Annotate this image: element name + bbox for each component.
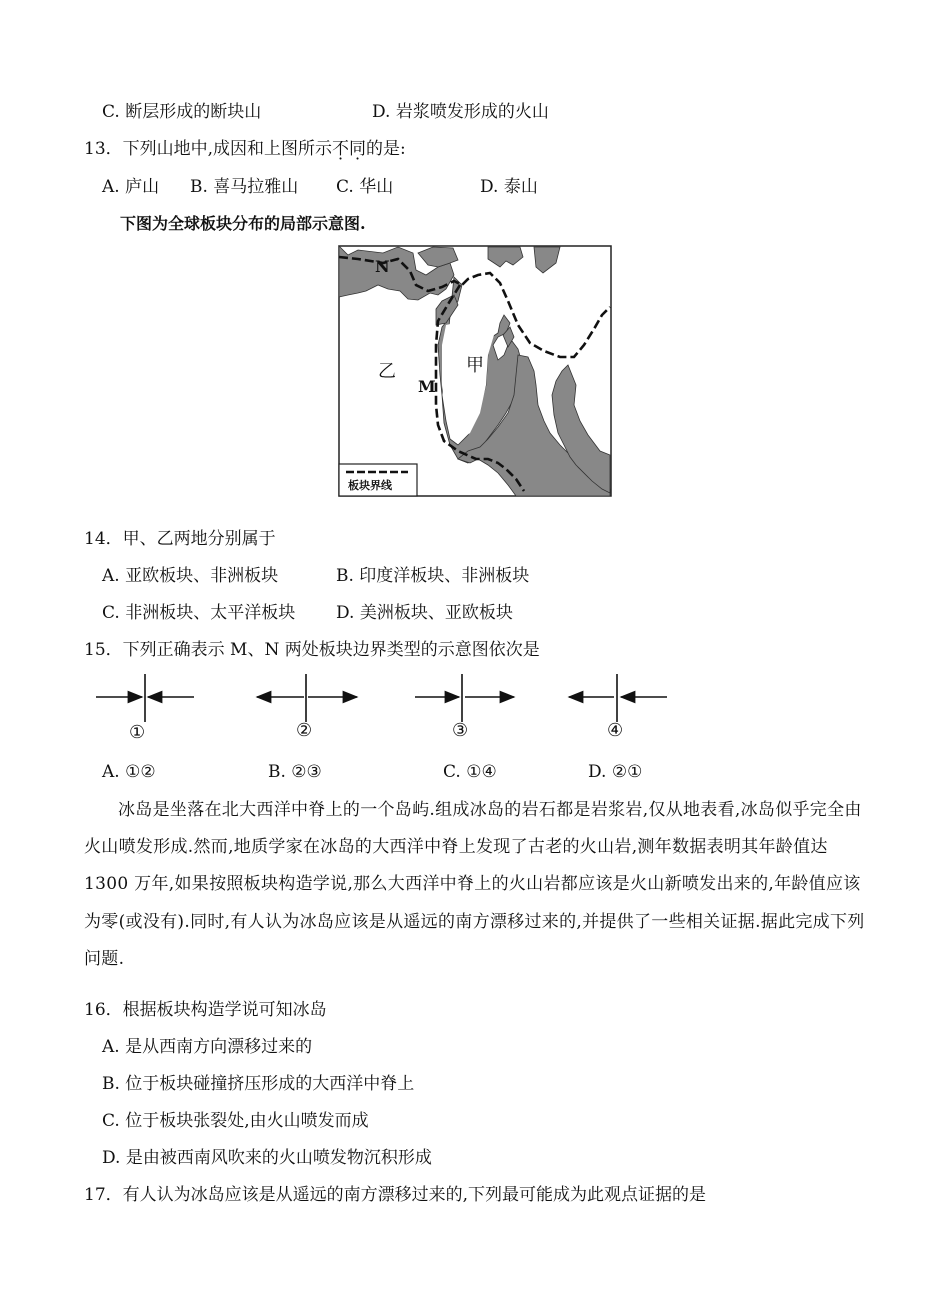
question-number: 13．	[84, 139, 123, 159]
emphasis-char: 不	[332, 139, 350, 159]
question-stem: 甲、乙两地分别属于	[122, 529, 276, 549]
plate-label-jia: 甲	[466, 355, 484, 376]
plate-label-m: M	[418, 377, 436, 396]
iceland-passage	[84, 792, 874, 978]
question-stem: 有人认为冰岛应该是从遥远的南方漂移过来的,下列最可能成为此观点证据的是	[122, 1185, 707, 1205]
diagram-4	[569, 674, 667, 722]
emphasis-char: 同	[349, 139, 367, 159]
question-13	[84, 134, 406, 159]
question-number: 16．	[84, 1000, 123, 1020]
question-number: 15．	[84, 640, 123, 660]
diagram-label-3: ③	[452, 720, 469, 741]
q15-option-b: B. ②③	[268, 762, 322, 782]
q16-option-d: D. 是由被西南风吹来的火山喷发物沉积形成	[102, 1148, 432, 1168]
question-14	[84, 524, 276, 549]
q14-option-c: C. 非洲板块、太平洋板块	[102, 603, 296, 623]
question-stem-end: 的是:	[366, 139, 406, 159]
diagram-label-2: ②	[296, 720, 313, 741]
q12-option-d: D. 岩浆喷发形成的火山	[372, 102, 549, 122]
q15-option-a: A. ①②	[102, 762, 156, 782]
plate-map	[338, 245, 612, 497]
diagram-label-4: ④	[607, 720, 624, 741]
diagram-2	[257, 674, 357, 722]
q13-option-d: D. 泰山	[480, 177, 538, 197]
question-17	[84, 1180, 706, 1205]
q16-option-a: A. 是从西南方向漂移过来的	[102, 1037, 313, 1057]
q14-option-d: D. 美洲板块、亚欧板块	[336, 603, 513, 623]
question-number: 14．	[84, 529, 123, 549]
q13-option-c: C. 华山	[336, 177, 394, 197]
question-stem: 根据板块构造学说可知冰岛	[122, 1000, 327, 1020]
question-stem: 下列正确表示 M、N 两处板块边界类型的示意图依次是	[122, 640, 540, 660]
diagram-label-1: ①	[129, 722, 146, 743]
question-15	[84, 635, 540, 660]
q13-option-a: A. 庐山	[102, 177, 160, 197]
q13-option-b: B. 喜马拉雅山	[190, 177, 299, 197]
plate-label-n: N	[375, 257, 390, 276]
diagram-1	[96, 674, 194, 722]
question-16	[84, 995, 327, 1020]
passage-text: 冰岛是坐落在北大西洋中脊上的一个岛屿.组成冰岛的岩石都是岩浆岩,仅从地表看,冰岛似乎完全由火山喷发形成.然而,地质学家在冰岛的大西洋中脊上发现了古老的火山岩,测年数据表明其年龄值达 1300 万年,如果按照板块构造学说,那么大西洋中脊上的火山岩都应该是火山新喷发出来的,年龄值应该为零(或没有).同时,有人认为冰岛应该是从遥远的南方漂移过来的,并提供了一些相关证据.据此完成下列问题.	[84, 800, 865, 969]
legend-label: 板块界线	[348, 479, 392, 492]
question-stem: 下列山地中,成因和上图所示	[122, 139, 333, 159]
q15-option-d: D. ②①	[588, 762, 643, 782]
q12-option-c: C. 断层形成的断块山	[102, 102, 262, 122]
question-number: 17．	[84, 1185, 123, 1205]
diagram-3	[415, 674, 514, 722]
plate-label-yi: 乙	[378, 361, 396, 382]
q14-option-b: B. 印度洋板块、非洲板块	[336, 566, 530, 586]
map-intro: 下图为全球板块分布的局部示意图.	[120, 214, 366, 233]
boundary-diagrams	[92, 672, 692, 752]
q16-option-c: C. 位于板块张裂处,由火山喷发而成	[102, 1111, 369, 1131]
q14-option-a: A. 亚欧板块、非洲板块	[102, 566, 279, 586]
q15-option-c: C. ①④	[443, 762, 497, 782]
q16-option-b: B. 位于板块碰撞挤压形成的大西洋中脊上	[102, 1074, 415, 1094]
